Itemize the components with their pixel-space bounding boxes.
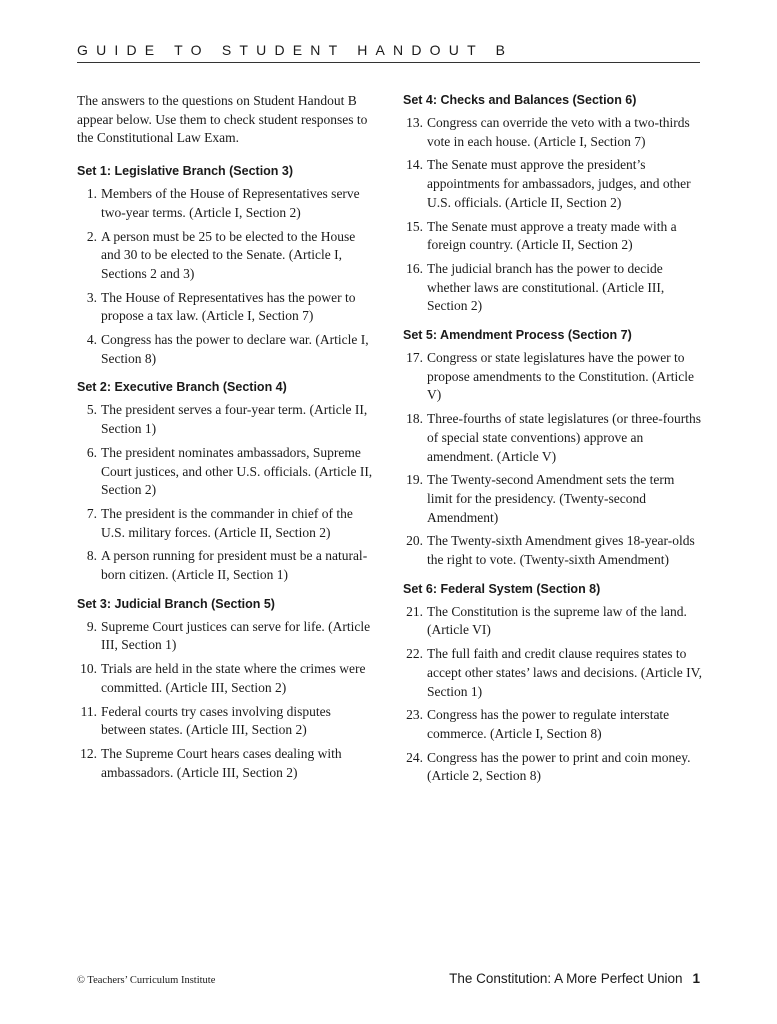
answer-text: Congress or state legislatures have the power to propose amendments to the Constitution. (Article V) <box>427 350 694 403</box>
page-header: GUIDE TO STUDENT HANDOUT B <box>77 42 514 58</box>
answer-item <box>77 331 377 368</box>
answer-number: 4. <box>86 332 97 348</box>
answer-item <box>403 471 703 527</box>
answer-text: The Twenty-sixth Amendment gives 18-year-olds the right to vote. (Twenty-sixth Amendment) <box>427 533 695 568</box>
answer-number: 19. <box>406 472 423 488</box>
answer-text: The president is the commander in chief of the U.S. military forces. (Article II, Section 2) <box>101 505 353 540</box>
answer-number: 20. <box>406 533 423 549</box>
left-column <box>77 92 377 793</box>
answer-number: 1. <box>86 186 97 202</box>
answer-text: The judicial branch has the power to decide whether laws are constitutional. (Article III, Section 2) <box>427 260 665 314</box>
answer-number: 7. <box>86 505 97 521</box>
answer-text: The Senate must approve the president’s appointments for ambassadors, judges, and other U.S. officials. (Article II, Section 2) <box>427 157 691 210</box>
answer-item <box>403 114 703 151</box>
answer-item <box>403 218 703 255</box>
answer-item <box>403 410 703 466</box>
answer-text: Federal courts try cases involving disputes between states. (Article III, Section 2) <box>101 703 331 738</box>
answer-set <box>403 327 703 570</box>
answer-list <box>403 603 703 786</box>
answer-number: 21. <box>406 603 423 619</box>
answer-item <box>77 745 377 782</box>
set-title: Set 6: Federal System (Section 8) <box>403 581 601 596</box>
set-title: Set 5: Amendment Process (Section 7) <box>403 328 632 343</box>
answer-item <box>77 618 377 655</box>
answer-text: Trials are held in the state where the crimes were committed. (Article III, Section 2) <box>101 661 366 695</box>
answer-list <box>77 185 377 368</box>
set-title: Set 2: Executive Branch (Section 4) <box>77 380 287 395</box>
answer-number: 16. <box>406 260 423 276</box>
answer-item <box>403 532 703 569</box>
answer-set <box>77 163 377 368</box>
answer-item <box>77 444 377 500</box>
answer-text: Congress has the power to declare war. (Article I, Section 8) <box>101 332 369 366</box>
answer-number: 17. <box>406 350 423 366</box>
answer-set <box>77 379 377 584</box>
answer-item <box>77 228 377 284</box>
answer-number: 3. <box>86 289 97 305</box>
answer-text: The Supreme Court hears cases dealing with ambassadors. (Article III, Section 2) <box>101 745 342 780</box>
answer-item <box>403 603 703 640</box>
answer-item <box>77 703 377 740</box>
answer-item <box>403 749 703 786</box>
answer-text: A person must be 25 to be elected to the House and 30 to be elected to the Senate. (Article I, Sections 2 and 3) <box>101 228 356 281</box>
answer-number: 2. <box>86 228 97 244</box>
answer-list <box>403 114 703 316</box>
answer-text: The House of Representatives has the power to propose a tax law. (Article I, Section 7) <box>101 289 356 324</box>
answer-item <box>403 156 703 212</box>
answer-number: 22. <box>406 646 423 662</box>
answer-item <box>403 260 703 316</box>
answer-text: The Senate must approve a treaty made with a foreign country. (Article II, Section 2) <box>427 218 677 253</box>
page-number: 1 <box>692 971 700 986</box>
header-divider <box>77 62 700 63</box>
footer-book-info <box>449 971 700 986</box>
answer-text: A person running for president must be a natural-born citizen. (Article II, Section 1) <box>101 548 368 583</box>
answer-item <box>77 401 377 438</box>
set-title: Set 1: Legislative Branch (Section 3) <box>77 164 294 179</box>
answer-text: The full faith and credit clause requires states to accept other states’ laws and decisions. (Article IV, Section 1) <box>427 646 703 699</box>
answer-item <box>77 185 377 222</box>
answer-set <box>403 581 703 786</box>
answer-text: Congress has the power to regulate interstate commerce. (Article I, Section 8) <box>427 707 670 741</box>
answer-number: 15. <box>406 218 423 234</box>
answer-number: 11. <box>80 703 97 719</box>
answer-number: 8. <box>86 548 97 564</box>
answer-text: Three-fourths of state legislatures (or three-fourths of special state conventions) approve an amendment. (Article V) <box>427 411 702 464</box>
answer-text: The Twenty-second Amendment sets the term limit for the presidency. (Twenty-second Amendment) <box>427 472 675 525</box>
answer-text: Congress can override the veto with a two-thirds vote in each house. (Article I, Section 7) <box>427 115 690 149</box>
answer-list <box>77 618 377 783</box>
answer-item <box>77 660 377 697</box>
answer-text: The president nominates ambassadors, Supreme Court justices, and other U.S. officials. (Article II, Section 2) <box>101 444 373 498</box>
answer-number: 5. <box>86 402 97 418</box>
answer-number: 14. <box>406 157 423 173</box>
answer-number: 18. <box>406 411 423 427</box>
answer-number: 10. <box>80 661 97 677</box>
right-column <box>403 92 703 797</box>
answer-item <box>403 349 703 405</box>
answer-list <box>403 349 703 570</box>
answer-item <box>77 505 377 542</box>
answer-number: 12. <box>80 745 97 761</box>
answer-set <box>403 92 703 316</box>
answer-text: Members of the House of Representatives serve two-year terms. (Article I, Section 2) <box>101 186 360 220</box>
copyright-notice: © Teachers’ Curriculum Institute <box>77 975 216 986</box>
answer-item <box>77 547 377 584</box>
answer-set <box>77 596 377 783</box>
answer-text: Supreme Court justices can serve for life. (Article III, Section 1) <box>101 618 371 653</box>
answer-item <box>403 706 703 743</box>
intro-paragraph: The answers to the questions on Student Handout B appear below. Use them to check student responses to the Constitutional Law Exam. <box>77 93 368 146</box>
answer-text: Congress has the power to print and coin money. (Article 2, Section 8) <box>427 749 691 784</box>
answer-item <box>403 645 703 701</box>
set-title: Set 3: Judicial Branch (Section 5) <box>77 596 275 611</box>
answer-number: 6. <box>86 444 97 460</box>
answer-number: 13. <box>406 115 423 130</box>
answer-number: 24. <box>406 749 423 765</box>
answer-number: 9. <box>86 618 97 634</box>
answer-list <box>77 401 377 584</box>
book-title: The Constitution: A More Perfect Union <box>449 971 683 986</box>
set-title: Set 4: Checks and Balances (Section 6) <box>403 93 637 107</box>
answer-number: 23. <box>406 707 423 723</box>
answer-item <box>77 289 377 326</box>
answer-text: The Constitution is the supreme law of the land. (Article VI) <box>427 603 687 638</box>
answer-text: The president serves a four-year term. (Article II, Section 1) <box>101 402 368 437</box>
